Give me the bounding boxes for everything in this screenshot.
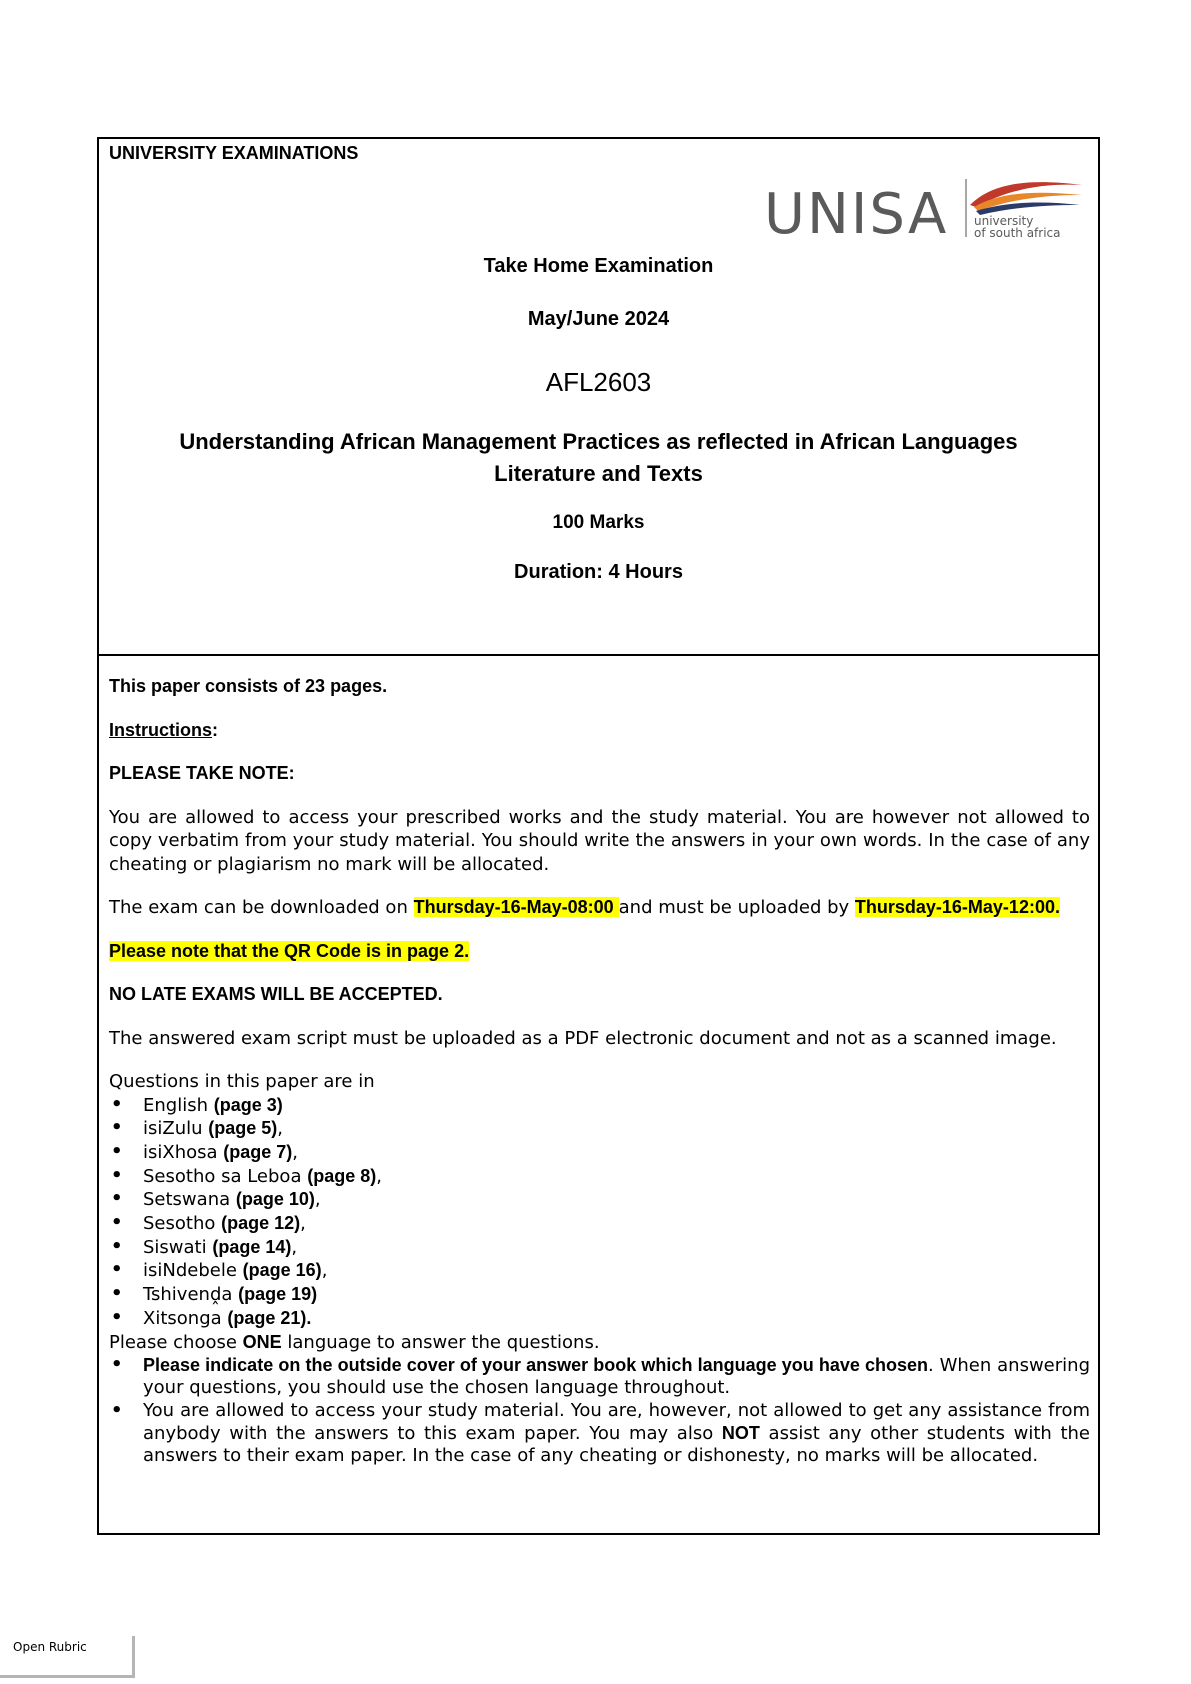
exam-duration: Duration: 4 Hours (514, 561, 683, 583)
total-marks: 100 Marks (552, 512, 645, 533)
logo-wordmark: UNISA (764, 182, 949, 245)
module-code: AFL2603 (545, 367, 652, 397)
no-late-notice: NO LATE EXAMS WILL BE ACCEPTED. (109, 984, 443, 1004)
list-item: • Please indicate on the outside cover of your answer book which language you have chosen. When answering your questions, you should use the chosen language throughout. (109, 1354, 1090, 1399)
pdf-note: The answered exam script must be uploaded as a PDF electronic document and not as a scanned image. (109, 1027, 1057, 1049)
exam-session: May/June 2024 (527, 308, 670, 330)
choose-language: Please choose ONE language to answer the questions. (109, 1331, 600, 1353)
instructions-section (109, 675, 1090, 1467)
module-title: Understanding African Management Practices as reflected in African Languages Literature and Texts (179, 429, 1018, 486)
page-count: This paper consists of 23 pages. (109, 676, 388, 696)
list-item: • isiXhosa (page 7), (109, 1141, 1090, 1165)
notes-list (109, 1354, 1090, 1467)
list-item: • Siswati (page 14), (109, 1236, 1090, 1260)
unisa-logo (764, 175, 1084, 245)
list-item: • isiZulu (page 5), (109, 1117, 1090, 1141)
logo-tagline-2: of south africa (974, 226, 1061, 240)
logo-tagline-1: university (974, 214, 1034, 228)
take-note: PLEASE TAKE NOTE: (109, 763, 295, 783)
languages-list (109, 1094, 1090, 1331)
list-item: • You are allowed to access your study material. You are, however, not allowed to get any assistance from anybody with the answers to this exam paper. You may also NOT assist any other students with the answers to their exam paper. In the case of any cheating or dishonesty, no marks will be allocated. (109, 1400, 1090, 1468)
instructions-heading: Instructions: (109, 719, 219, 740)
upload-time: Thursday-16-May-12:00. (854, 897, 1060, 917)
download-time: Thursday-16-May-08:00 (413, 897, 619, 917)
list-item: • Sesotho sa Leboa (page 8), (109, 1165, 1090, 1189)
exam-cover-frame (97, 137, 1100, 1535)
exam-type-label: UNIVERSITY EXAMINATIONS (109, 143, 359, 163)
qr-note: Please note that the QR Code is in page 2. (109, 940, 470, 961)
list-item: • Xitsonga (page 21). (109, 1307, 1090, 1331)
list-item: • Setswana (page 10), (109, 1188, 1090, 1212)
list-item: • Sesotho (page 12), (109, 1212, 1090, 1236)
download-paragraph: The exam can be downloaded on Thursday-16-May-08:00 and must be uploaded by Thursday-16-May-12:00. (109, 897, 1060, 918)
exam-title: Take Home Examination (483, 255, 714, 277)
access-paragraph: You are allowed to access your prescribed works and the study material. You are however not allowed to copy verbatim from your study material. You should write the answers in your own words. In the case of any cheating or plagiarism no mark will be allocated. (109, 806, 1090, 875)
open-rubric-button[interactable]: Open Rubric (13, 1640, 87, 1654)
list-item: • Tshivenḓa (page 19) (109, 1283, 1090, 1307)
list-item: • English (page 3) (109, 1094, 1090, 1118)
languages-intro: Questions in this paper are in (109, 1071, 375, 1092)
list-item: • isiNdebele (page 16), (109, 1259, 1090, 1283)
section-divider (99, 654, 1098, 656)
